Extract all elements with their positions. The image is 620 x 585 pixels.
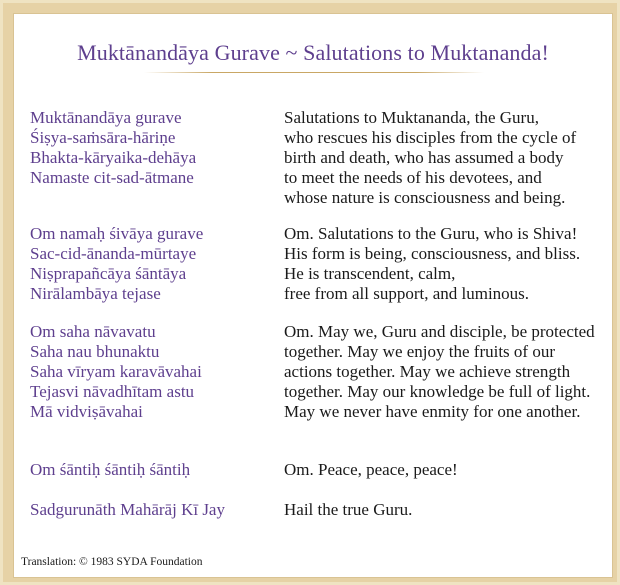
verse-2-english	[284, 224, 609, 304]
verse-4-sanskrit	[30, 460, 280, 480]
sanskrit-line: Niṣprapañcāya śāntāya	[30, 264, 187, 283]
sanskrit-line: Mā vidviṣāvahai	[30, 402, 143, 421]
verse-1-sanskrit	[30, 108, 280, 188]
english-line: Om. Peace, peace, peace!	[284, 460, 458, 479]
sanskrit-line: Saha nau bhunaktu	[30, 342, 160, 361]
sanskrit-line: Bhakta-kāryaika-dehāya	[30, 148, 197, 167]
english-line: whose nature is consciousness and being.	[284, 188, 566, 207]
sanskrit-line: Sac-cid-ānanda-mūrtaye	[30, 244, 197, 263]
verse-5-english	[284, 500, 609, 520]
sanskrit-line: Om namaḥ śivāya gurave	[30, 224, 204, 243]
english-line: Salutations to Muktananda, the Guru,	[284, 108, 539, 127]
sanskrit-line: Namaste cit-sad-ātmane	[30, 168, 194, 187]
outer-frame	[3, 3, 617, 582]
english-line: Hail the true Guru.	[284, 500, 413, 519]
english-line: together. May our knowledge be full of light.	[284, 382, 591, 401]
english-line: free from all support, and luminous.	[284, 284, 530, 303]
verse-3-english	[284, 322, 609, 422]
content-card	[13, 13, 613, 578]
english-line: who rescues his disciples from the cycle of	[284, 128, 577, 147]
english-line: together. May we enjoy the fruits of our	[284, 342, 555, 361]
verse-4-english	[284, 460, 609, 480]
verse-list	[14, 14, 612, 577]
english-line: Om. Salutations to the Guru, who is Shiva!	[284, 224, 578, 243]
english-line: Om. May we, Guru and disciple, be protected	[284, 322, 595, 341]
verse-1-english	[284, 108, 609, 208]
verse-3-sanskrit	[30, 322, 280, 422]
verse-2-sanskrit	[30, 224, 280, 304]
sanskrit-line: Sadgurunāth Mahārāj Kī Jay	[30, 500, 225, 519]
sanskrit-line: Śiṣya-saṁsāra-hāriṇe	[30, 128, 176, 147]
sanskrit-line: Nirālambāya tejase	[30, 284, 161, 303]
english-line: actions together. May we achieve strength	[284, 362, 571, 381]
sanskrit-line: Tejasvi nāvadhītam astu	[30, 382, 195, 401]
sanskrit-line: Saha vīryam karavāvahai	[30, 362, 202, 381]
verse-5-sanskrit	[30, 500, 280, 520]
translation-credit: Translation: © 1983 SYDA Foundation	[21, 556, 203, 568]
english-line: to meet the needs of his devotees, and	[284, 168, 542, 187]
english-line: He is transcendent, calm,	[284, 264, 456, 283]
page-title: Muktānandāya Gurave ~ Salutations to Muktananda!	[77, 40, 549, 65]
sanskrit-line: Om saha nāvavatu	[30, 322, 156, 341]
english-line: His form is being, consciousness, and bliss.	[284, 244, 581, 263]
english-line: birth and death, who has assumed a body	[284, 148, 564, 167]
sanskrit-line: Muktānandāya gurave	[30, 108, 182, 127]
sanskrit-line: Om śāntiḥ śāntiḥ śāntiḥ	[30, 460, 191, 479]
english-line: May we never have enmity for one another.	[284, 402, 581, 421]
